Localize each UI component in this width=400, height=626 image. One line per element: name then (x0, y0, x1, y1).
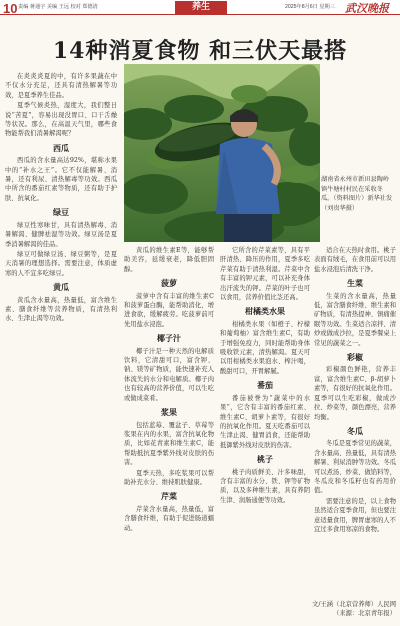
paragraph: 它所含的芹菜素等，具有平肝清热、降压的作用，夏季多吃芹菜有助于清热利湿。芹菜中含有丰富的钾元素，可以补充身体出汗流失的钾。芹菜的叶子也可以食用，营养价值比茎还高。 (220, 247, 310, 302)
paragraph: 适合在天热时食用。桃子表面有绒毛，在食用前可以用盐水浸泡后清洗干净。 (314, 247, 396, 273)
paragraph: 绿豆性寒味甘，具有清热解毒、消暑解渴、健脾祛湿等功效。绿豆汤是夏季消暑解渴的佳品。 (5, 221, 117, 248)
paragraph: 需要注意的是，以上食物虽然适合夏季食用，但也要注意适量食用，脾胃虚寒的人不宜过多食用寒凉的食物。 (314, 497, 396, 533)
column-1 (5, 72, 117, 620)
paragraph: 柑橘类水果（如橙子、柠檬和葡萄柚）富含维生素C，有助于增强免疫力，同时能帮助身体吸收铁元素，清热解渴。夏天可以用柑橘类水果泡水、榨汁喝，酸甜可口，开胃解腻。 (220, 320, 310, 375)
photo-caption: 湖南省永州市新田县陶岭镇牛塘村村民在采收冬瓜。（资料图片）新华社发（刘贵华摄） (321, 176, 393, 212)
paragraph: 生菜的含水量高，热量低，富含膳食纤维、维生素和矿物质，有清热提神、镇痛催眠等功效。生菜适合凉拌、清炒或做成沙拉，是夏季餐桌上常见的蔬菜之一。 (314, 292, 396, 347)
section-heading: 番茄 (257, 380, 273, 391)
section-heading: 桃子 (257, 454, 273, 465)
section-heading: 西瓜 (53, 142, 69, 153)
section-heading: 黄瓜 (53, 282, 69, 293)
section-heading: 生菜 (347, 278, 363, 289)
section-heading: 菠萝 (161, 278, 177, 289)
masthead (0, 0, 400, 15)
paragraph: 夏季气候炎热，湿度大，我们整日说“苦夏”，容易出现没胃口、口干舌燥等状况。那么，在高温天气里，哪些食物能帮我们消暑解渴呢？ (5, 102, 117, 138)
paragraph: 桃子肉质鲜美、汁多味甜，含有丰富的水分、铁、钾等矿物质，以及多种维生素，具有养阴生津、润肠通便等功效。 (220, 468, 310, 504)
paragraph: 包括蓝莓、覆盆子、草莓等浆果在内的水果，富含抗氧化物质，比如花青素和维生素C，能帮助抵抗夏季紫外线对皮肤的伤害。 (124, 421, 214, 467)
section-heading: 柑橘类水果 (245, 306, 285, 317)
headline: 14种消夏食物 和三伏天最搭 (52, 38, 348, 64)
section-heading: 浆果 (161, 407, 177, 418)
paragraph: 在炎炎炎夏的中，有许多果蔬在中不仅水分充足，还具有清热解暑等功效，是夏季养生佳品。 (5, 73, 117, 99)
section-heading: 椰子汁 (157, 333, 181, 344)
paragraph: 冬瓜是夏季常见的蔬菜，含水量高、热量低，具有清热解暑、利尿消肿等功效。冬瓜可以煮汤、炒菜、做馅料等，冬瓜皮和冬瓜籽也有药用价值。 (314, 440, 396, 495)
paragraph: 黄瓜的维生素E等，能够帮助美容，延缓衰老，降低胆固醇。 (124, 247, 214, 273)
paragraph: 彩椒颜色鲜艳，营养丰富，富含维生素C、β-胡萝卜素等，有很好的抗氧化作用。夏季可以生吃彩椒，做成沙拉、炒菜等，颜色漂亮，营养均衡。 (314, 366, 396, 421)
section-heading: 绿豆 (53, 207, 69, 218)
column-4 (314, 246, 396, 598)
newspaper-logo: 武汉晚报 (345, 2, 389, 15)
issue-date: 2025年8月6日 星期三 (285, 4, 335, 10)
paragraph: 西瓜的含水量高达92%，堪称水果中的“补水之王”。它不仅能解暑、消暑，还有利尿、清热解毒等功效。西瓜中所含的番茄红素等物质，还有助于护肤、抗氧化。 (5, 157, 117, 202)
author-signature: 文/王涵（北京营养师）人民网（来源：北京青年报） (312, 601, 396, 618)
section-tag: 养生 (175, 1, 227, 14)
section-heading: 芹菜 (161, 491, 177, 502)
column-2 (124, 246, 214, 620)
paragraph: 番茄被誉为“蔬菜中的水果”，它含有丰富的番茄红素、维生素C、胡萝卜素等，有很好的抗氧化作用。夏天吃番茄可以生津止渴、健胃消食，还能帮助抵御紫外线对皮肤的伤害。 (220, 394, 310, 449)
paragraph: 夏季天热，多吃浆果可以帮助补充水分、维持肌肤健康。 (124, 469, 214, 486)
paragraph: 菠萝中含有丰富的维生素C和菠萝蛋白酶，能帮助消化，增进食欲，缓解疲劳。吃菠萝前可先用盐水浸泡。 (124, 292, 214, 328)
page-number: 10 (3, 1, 18, 16)
paragraph: 芹菜含水量高，热量低，富含膳食纤维，有助于促进肠道蠕动。 (124, 505, 214, 532)
harvest-photo (124, 64, 320, 242)
column-3 (220, 246, 310, 620)
paragraph: 黄瓜含水量高，热量低，富含维生素、膳食纤维等营养物质，有清热利水、生津止渴等功效。 (5, 296, 117, 323)
staff-credits: 责编 蒋通宇 美编 王远 校对 郑德清 (18, 4, 98, 10)
paragraph: 椰子汁是一种天然的电解质饮料，它清甜可口，富含钾、钠、镁等矿物质，能快速补充人体流失的水分和电解质。椰子肉也有较高的营养价值，可以生吃或做成菜肴。 (124, 347, 214, 402)
section-heading: 冬瓜 (347, 425, 363, 436)
paragraph: 绿豆可做绿豆汤、绿豆粥等，是夏天消暑的理想选择。需要注意，体质虚寒的人不宜多吃绿豆。 (5, 250, 117, 277)
section-heading: 彩椒 (347, 352, 363, 363)
